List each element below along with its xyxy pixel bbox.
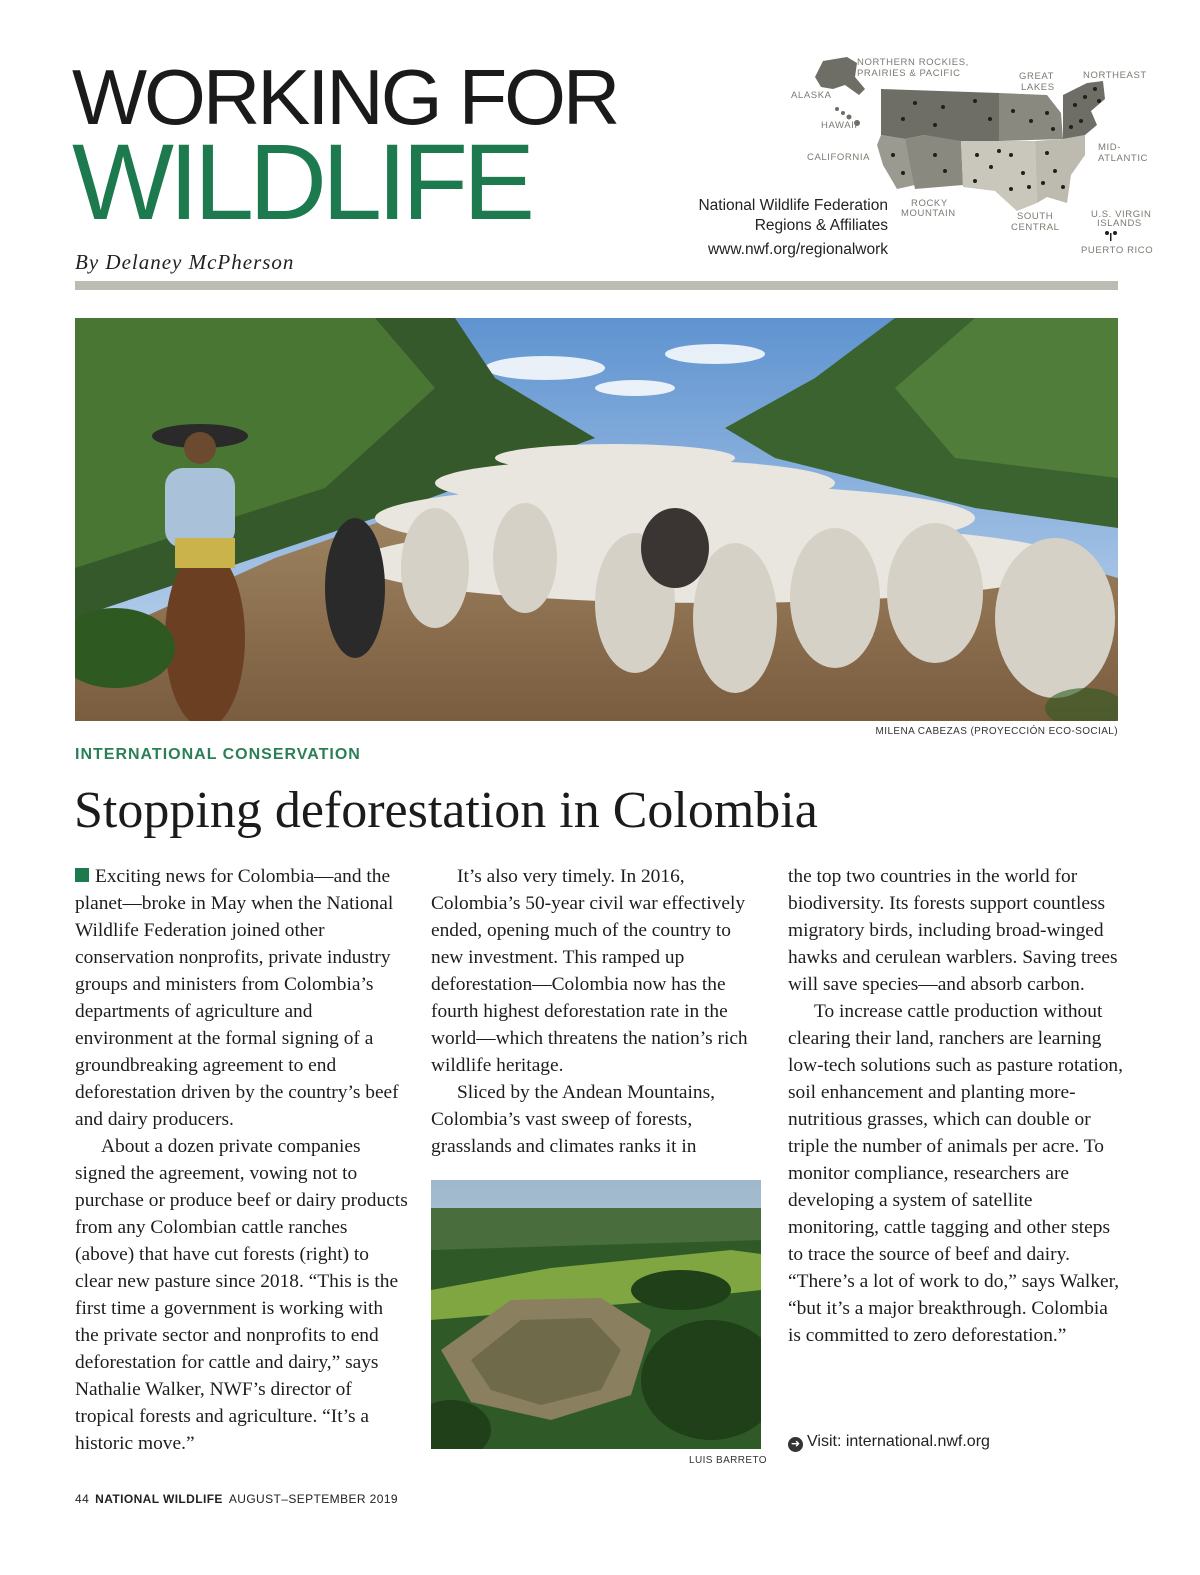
northern-rockies-region <box>881 89 999 141</box>
article-col2-p1: It’s also very timely. In 2016, Colombia’s 50-year civil war effectively ended, opening much of the country to new investment. This ramped up deforestation—Colombia now has the fourth highest deforestation rate in the world—which threatens the nation’s rich wildlife heritage. <box>431 866 748 1076</box>
article-column-2 <box>431 863 766 1160</box>
article-column-3 <box>788 863 1123 1349</box>
southeast-region <box>1035 135 1085 203</box>
map-label-northern-rockies-2: PRAIRIES & PACIFIC <box>857 68 961 79</box>
puerto-rico-pins <box>1105 231 1117 241</box>
map-label-puerto-rico: PUERTO RICO <box>1081 245 1154 256</box>
map-label-rocky-mountain-1: ROCKY <box>911 198 948 209</box>
page-number: 44 <box>75 1492 90 1506</box>
article-col3-p1: the top two countries in the world for biodiversity. Its forests support countless migratory birds, including broad-winged hawks and cerulean warblers. Saving trees will save species—and absorb carbon. <box>788 866 1118 995</box>
map-label-great-lakes-2: LAKES <box>1021 82 1055 93</box>
regions-url-link[interactable]: www.nwf.org/regionalwork <box>707 241 888 258</box>
byline: By Delaney McPherson <box>75 250 295 274</box>
article-col3-p2: To increase cattle production without clearing their land, ranchers are learning low-tech solutions such as pasture rotation, soil enhancement and planting more-nutritious grasses, which can double or triple the number of animals per acre. To monitor compliance, researchers are developing a system of satellite monitoring, cattle tagging and other steps to trace the source of beef and dairy. “There’s a lot of work to do,” says Walker, “but it’s a major breakthrough. Colombia is committed to zero deforestation.” <box>788 1001 1123 1346</box>
map-label-mid-atlantic-2: ATLANTIC <box>1098 153 1149 164</box>
map-label-usvi-2: ISLANDS <box>1097 218 1142 229</box>
map-label-northeast: NORTHEAST <box>1083 70 1147 81</box>
great-lakes-region <box>999 93 1063 141</box>
regions-caption-line1: National Wildlife Federation <box>698 197 888 214</box>
map-label-mid-atlantic-1: MID- <box>1098 142 1121 153</box>
regions-caption-line2: Regions & Affiliates <box>754 217 888 234</box>
rocky-mountain-region <box>905 135 963 189</box>
mid-atlantic-region <box>1063 111 1097 139</box>
article-column-1 <box>75 863 410 1457</box>
map-label-northern-rockies: NORTHERN ROCKIES, <box>857 57 969 68</box>
deforestation-aerial-photo <box>431 1180 761 1449</box>
article-headline: Stopping deforestation in Colombia <box>74 782 818 839</box>
header-divider <box>75 281 1118 290</box>
cattle-herd-photo <box>75 318 1118 721</box>
map-label-hawaii: HAWAII <box>821 120 858 131</box>
map-label-alaska: ALASKA <box>791 90 832 101</box>
map-label-usvi-1: U.S. VIRGIN <box>1091 209 1152 220</box>
masthead-working-for: WORKING FOR <box>72 53 618 141</box>
northeast-region <box>1063 81 1105 117</box>
masthead-wildlife: WILDLIFE <box>72 121 531 242</box>
article-col2-p2: Sliced by the Andean Mountains, Colombia’s vast sweep of forests, grasslands and climates ranks it in <box>431 1082 715 1157</box>
us-regions-map <box>785 55 1165 265</box>
visit-link-text[interactable]: Visit: international.nwf.org <box>807 1433 990 1450</box>
map-label-great-lakes-1: GREAT <box>1019 71 1055 82</box>
small-photo-credit: LUIS BARRETO <box>689 1455 767 1466</box>
issue-date: AUGUST–SEPTEMBER 2019 <box>228 1492 398 1506</box>
publication-name: NATIONAL WILDLIFE <box>95 1492 223 1506</box>
map-label-california: CALIFORNIA <box>807 152 871 163</box>
page-footer <box>75 1492 398 1506</box>
article-col1-p1: Exciting news for Colombia—and the planet—broke in May when the National Wildlife Federation joined other conservation nonprofits, private industry groups and ministers from Colombia’s departments of agriculture and environment at the formal signing of a groundbreaking agreement to end deforestation driven by the country’s beef and dairy producers. <box>75 866 399 1130</box>
arrow-right-icon: ➜ <box>788 1437 803 1452</box>
map-label-south-central-1: SOUTH <box>1017 211 1054 222</box>
visit-link[interactable] <box>788 1433 990 1452</box>
section-square-icon <box>75 868 89 882</box>
map-label-rocky-mountain-2: MOUNTAIN <box>901 208 956 219</box>
article-col1-p2: About a dozen private companies signed the agreement, vowing not to purchase or produce beef or dairy products from any Colombian cattle ranches (above) that have cut forests (right) to clear new pasture since 2018. “This is the first time a government is working with the private sector and nonprofits to end deforestation for cattle and dairy,” says Nathalie Walker, NWF’s director of tropical forests and agriculture. “It’s a historic move.” <box>75 1136 408 1454</box>
section-kicker: INTERNATIONAL CONSERVATION <box>75 746 361 763</box>
main-photo-credit: MILENA CABEZAS (PROYECCIÓN ECO-SOCIAL) <box>875 726 1118 737</box>
article-paragraph <box>75 863 410 1133</box>
map-label-south-central-2: CENTRAL <box>1011 222 1060 233</box>
